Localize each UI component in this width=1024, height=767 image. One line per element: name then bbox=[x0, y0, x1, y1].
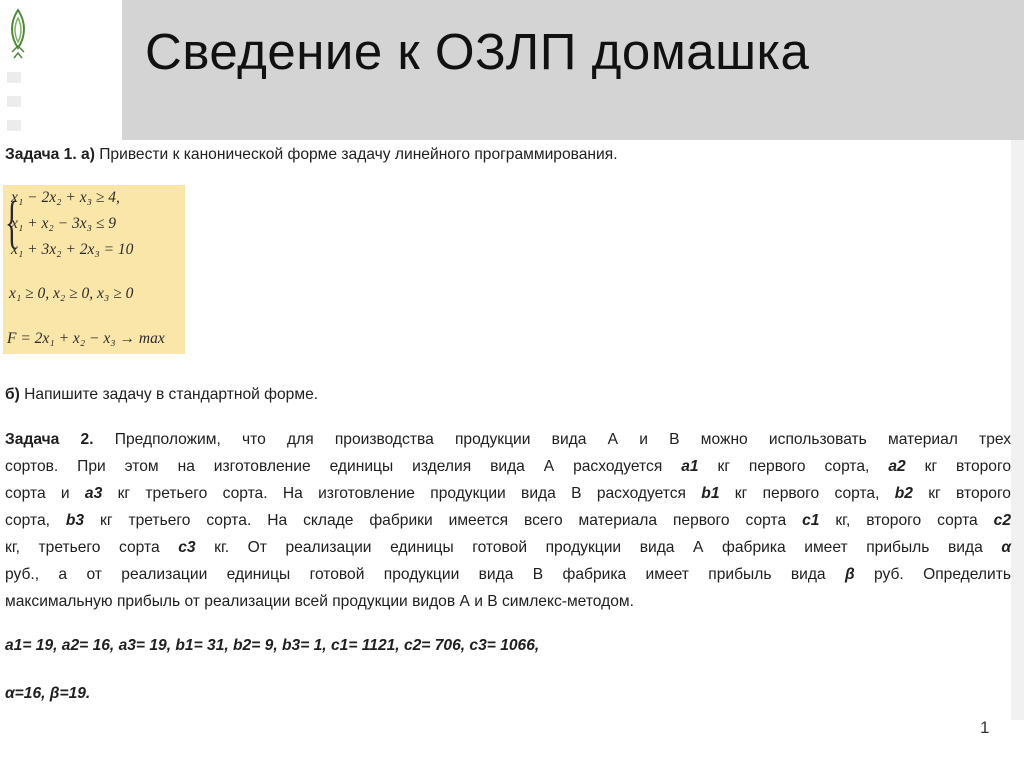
task2-line-7: максимальную прибыль от реализации всей продукции видов А и В симлекс-методом. bbox=[5, 593, 634, 610]
task2-line-1 bbox=[5, 430, 1011, 450]
equation-row: x₁ + x₂ − 3x₃ ≤ 9 bbox=[11, 215, 116, 232]
task2-line-5 bbox=[5, 538, 1011, 558]
text-fragment: кг, третьего сорта bbox=[5, 539, 179, 556]
task2-line-2 bbox=[5, 457, 1011, 477]
equation-system-image bbox=[3, 185, 185, 354]
task2-line-6 bbox=[5, 565, 1011, 585]
decorative-square bbox=[7, 96, 21, 107]
var-a2: a2 bbox=[888, 458, 906, 475]
var-alpha: α bbox=[1001, 539, 1011, 556]
page-number: 1 bbox=[980, 718, 990, 737]
nonnegativity-constraints: x₁ ≥ 0, x₂ ≥ 0, x₃ ≥ 0 bbox=[9, 285, 134, 302]
var-a3: a3 bbox=[84, 485, 103, 502]
var-b3: b3 bbox=[65, 512, 85, 529]
task2-label: Задача 2. bbox=[5, 431, 94, 448]
part-b-label: б) bbox=[5, 386, 20, 403]
slide-sidebar bbox=[0, 0, 122, 140]
task1-part-b bbox=[5, 385, 318, 405]
part-b-text: Напишите задачу в стандартной форме. bbox=[19, 386, 319, 403]
decorative-square bbox=[7, 72, 21, 83]
text-fragment: кг третьего сорта. На складе фабрики имеется всего материала первого сорта bbox=[84, 512, 803, 529]
task1-heading bbox=[5, 145, 618, 165]
objective-function: F = 2x₁ + x₂ − x₃ → max bbox=[7, 330, 165, 347]
var-a1: a1 bbox=[681, 458, 699, 475]
text-fragment: сортов. При этом на изготовление единицы изделия вида А расходуется bbox=[5, 458, 682, 475]
text-fragment: сорта и bbox=[5, 485, 85, 502]
equation-row: x₁ − 2x₂ + x₃ ≥ 4, bbox=[11, 189, 120, 206]
slide-footer bbox=[0, 720, 1024, 767]
var-c3: c3 bbox=[178, 539, 196, 556]
text-fragment: кг. От реализации единицы готовой продукции вида А фабрика имеет прибыль вида bbox=[195, 539, 1002, 556]
text-fragment: руб., а от реализации единицы готовой продукции вида В фабрика имеет прибыль вида bbox=[5, 566, 845, 583]
var-b2: b2 bbox=[894, 485, 913, 502]
text-fragment: кг, второго сорта bbox=[819, 512, 994, 529]
right-edge-strip bbox=[1011, 140, 1024, 720]
text-fragment: кг первого сорта, bbox=[698, 458, 889, 475]
slide-title: Сведение к ОЗЛП домашка bbox=[145, 23, 810, 80]
task2-line-3 bbox=[5, 484, 1011, 504]
text-fragment: сорта, bbox=[5, 512, 66, 529]
text-fragment: кг первого сорта, bbox=[719, 485, 895, 502]
var-c2: c2 bbox=[993, 512, 1012, 529]
task1-label: Задача 1. а) bbox=[5, 146, 95, 163]
var-b1: b1 bbox=[701, 485, 720, 502]
greek-values-text: α=16, β=19. bbox=[5, 685, 91, 702]
task1-text: Привести к канонической форме задачу линейного программирования. bbox=[94, 146, 618, 163]
equation-row: x₁ + 3x₂ + 2x₃ = 10 bbox=[11, 241, 134, 258]
var-c1: c1 bbox=[802, 512, 820, 529]
leaf-logo-icon bbox=[6, 8, 30, 62]
decorative-square bbox=[7, 120, 21, 131]
task2-greek-values bbox=[5, 684, 90, 704]
text-fragment: кг третьего сорта. На изготовление продукции вида В расходуется bbox=[102, 485, 702, 502]
text-fragment: Предположим, что для производства продукции вида А и В можно использовать материал трех bbox=[93, 431, 1011, 448]
task2-values bbox=[5, 636, 539, 656]
text-fragment: кг второго bbox=[912, 485, 1011, 502]
text-fragment: руб. Определить bbox=[854, 566, 1011, 583]
left-brace-icon: { bbox=[5, 189, 19, 254]
text-fragment: кг второго bbox=[905, 458, 1011, 475]
values-text: a1= 19, a2= 16, a3= 19, b1= 31, b2= 9, b3= 1, c1= 1121, c2= 706, c3= 1066, bbox=[5, 637, 540, 654]
task2-line-4 bbox=[5, 511, 1011, 531]
var-beta: β bbox=[844, 566, 855, 583]
